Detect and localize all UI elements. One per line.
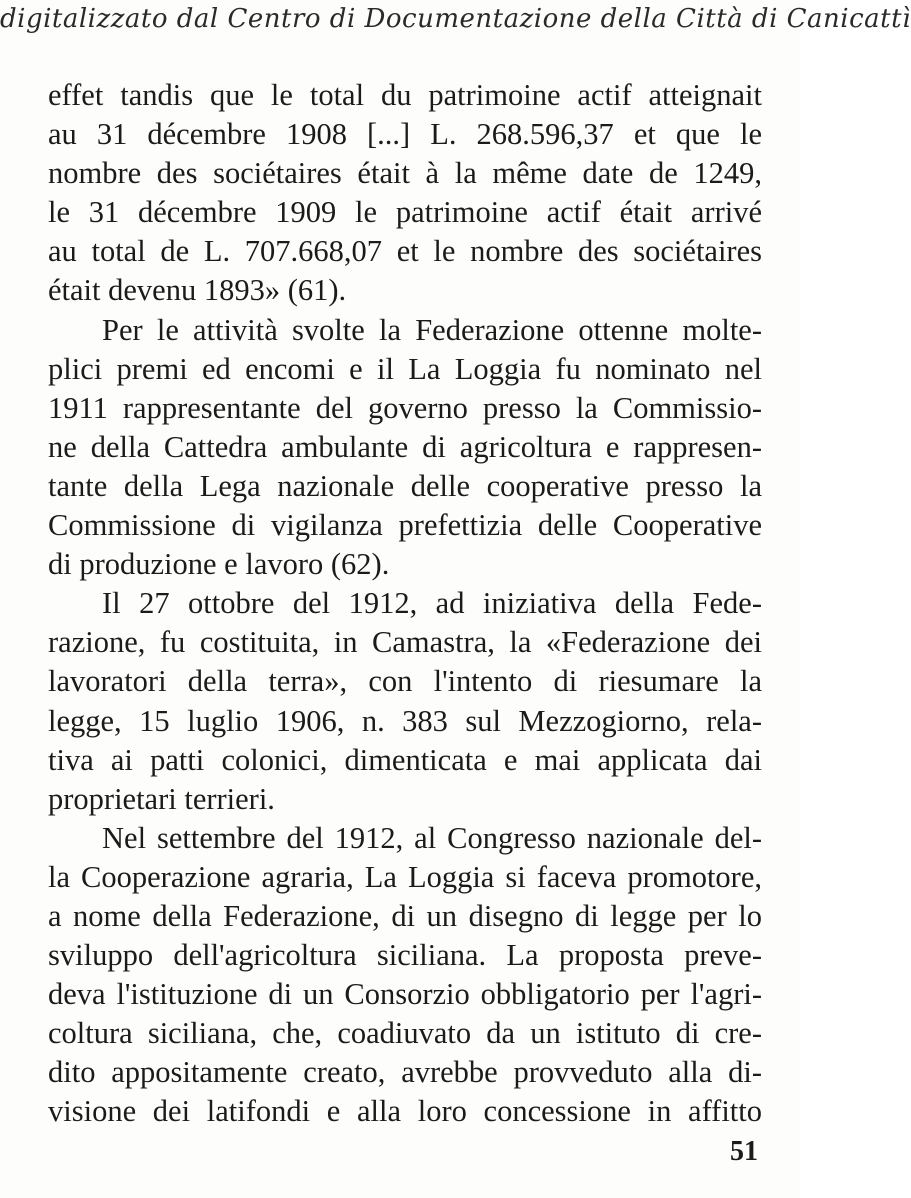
- text-line: au 31 décembre 1908 [...] L. 268.596,37 et que le: [48, 117, 762, 152]
- paragraph: [48, 311, 762, 585]
- text-line: effet tandis que le total du patrimoine actif atteignait: [48, 78, 762, 112]
- digitization-watermark: digitalizzato dal Centro di Documentazione della Città di Canicattì: [0, 4, 911, 34]
- text-line: lavoratori della terra», con l'intento di riesumare la: [48, 664, 762, 699]
- text-line: dito appositamente creato, avrebbe provveduto alla di-: [48, 1055, 762, 1090]
- page-number: 51: [730, 1136, 758, 1167]
- text-line: sviluppo dell'agricoltura siciliana. La proposta preve-: [48, 938, 762, 973]
- text-line: Il 27 ottobre del 1912, ad iniziativa della Fede-: [102, 586, 762, 621]
- text-line: di produzione e lavoro (62).: [48, 547, 390, 582]
- text-line: razione, fu costituita, in Camastra, la «Federazione dei: [48, 625, 762, 660]
- text-line: tante della Lega nazionale delle cooperative presso la: [48, 468, 762, 503]
- text-line: plici premi ed encomi e il La Loggia fu nominato nel: [48, 351, 762, 386]
- text-line: Per le attività svolte la Federazione ottenne molte-: [102, 312, 762, 347]
- text-line: proprietari terrieri.: [48, 781, 275, 816]
- text-line: deva l'istituzione di un Consorzio obbligatorio per l'agri-: [48, 977, 762, 1012]
- text-line: visione dei latifondi e alla loro concessione in affitto: [48, 1094, 762, 1129]
- paragraph: [48, 584, 762, 819]
- text-line: legge, 15 luglio 1906, n. 383 sul Mezzogiorno, rela-: [48, 703, 762, 738]
- text-line: était devenu 1893» (61).: [48, 273, 347, 308]
- text-line: Commissione di vigilanza prefettizia delle Cooperative: [48, 508, 762, 543]
- text-line: tiva ai patti colonici, dimenticata e mai applicata dai: [48, 742, 762, 777]
- text-line: Nel settembre del 1912, al Congresso nazionale del-: [102, 820, 762, 855]
- text-line: la Cooperazione agraria, La Loggia si faceva promotore,: [48, 859, 762, 894]
- text-line: ne della Cattedra ambulante di agricoltura e rappresen-: [48, 429, 762, 464]
- text-line: a nome della Federazione, di un disegno di legge per lo: [48, 898, 762, 933]
- paragraph: [48, 819, 762, 1132]
- paragraph: [48, 76, 762, 311]
- text-line: au total de L. 707.668,07 et le nombre des sociétaires: [48, 234, 762, 269]
- text-line: 1911 rappresentante del governo presso la Commissio-: [48, 390, 762, 425]
- text-line: le 31 décembre 1909 le patrimoine actif était arrivé: [48, 195, 762, 230]
- text-line: coltura siciliana, che, coadiuvato da un istituto di cre-: [48, 1016, 762, 1051]
- text-line: nombre des sociétaires était à la même date de 1249,: [48, 156, 762, 191]
- body-text: [48, 76, 762, 1132]
